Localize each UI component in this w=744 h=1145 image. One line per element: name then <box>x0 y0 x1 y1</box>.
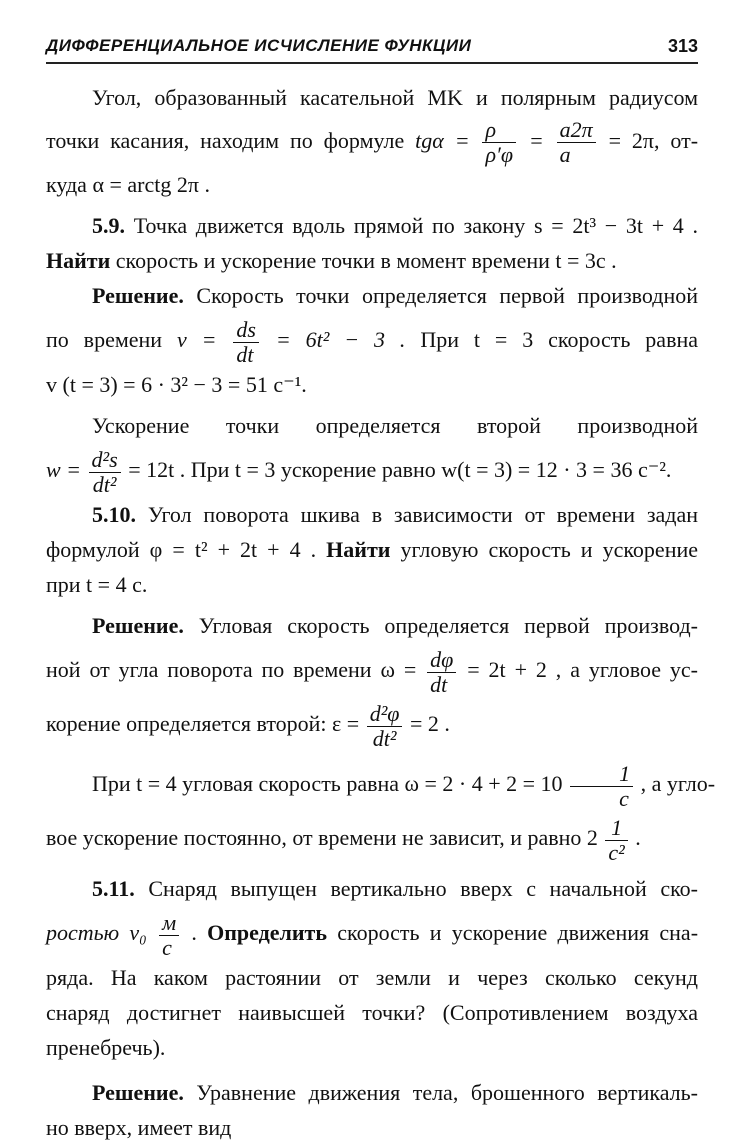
problem-number: 5.9. <box>92 213 125 239</box>
problem-line: 5.10. Угол поворота шкива в зависимости от времени задан <box>92 502 698 528</box>
formula-line: w = $\frac{\text{d²s}}{\text{dt²}}$ = 12t . При t = 3 ускорение равно w(t = 3) = 12 · 3 = 36 с⁻². <box>46 446 672 497</box>
formula-line: ростью v₀ $\frac{м}{c}$ . Определить скорость и ускорение движения сна- <box>46 909 699 960</box>
fraction: $\frac{\rho}{\rho'\varphi}$ <box>482 118 516 167</box>
problem-line: 5.9. Точка движется вдоль прямой по закону s = 2t³ − 3t + 4 . <box>92 213 699 239</box>
solution-line: Решение. Угловая скорость определяется первой производ- <box>92 613 698 639</box>
fraction: $\frac{d\varphi}{dt}$ <box>427 648 456 697</box>
solution-line: Решение. Уравнение движения тела, брошенного вертикаль- <box>92 1080 699 1106</box>
fraction: $\frac{м}{c}$ <box>159 911 179 960</box>
paragraph-line: Ускорение точки определяется второй производной <box>92 413 698 439</box>
paragraph-line: куда α = arctg 2π . <box>46 172 210 198</box>
formula-line: ной от угла поворота по времени ω = $\frac{d\varphi}{dt}$ = 2t + 2 , а угловое ус- <box>46 646 699 697</box>
problem-number: 5.10. <box>92 502 136 528</box>
problem-line: 5.11. Снаряд выпущен вертикально вверх с начальной ско- <box>92 876 699 902</box>
formula-line: по времени v = $\frac{ds}{dt}$ = 6t² − 3 . При t = 3 скорость равна <box>46 316 699 367</box>
fraction: $\frac{ds}{dt}$ <box>233 318 259 367</box>
fraction: $\frac{a2\pi}{a}$ <box>557 118 596 167</box>
problem-number: 5.11. <box>92 876 135 902</box>
problem-line: при t = 4 с. <box>46 572 148 598</box>
formula-line: корение определяется второй: ε = $\frac{\text{d²φ}}{\text{dt²}}$ = 2 . <box>46 700 450 751</box>
fraction: $\frac{1}{\text{c²}}$ <box>605 816 627 865</box>
problem-line: снаряд достигнет наивысшей точки? (Сопротивлением воздуха <box>46 1000 698 1026</box>
fraction: $\frac{\text{d²s}}{\text{dt²}}$ <box>89 448 121 497</box>
running-title: ДИФФЕРЕНЦИАЛЬНОЕ ИСЧИСЛЕНИЕ ФУНКЦИИ <box>46 36 472 55</box>
problem-line: пренебречь). <box>46 1035 166 1061</box>
formula-line: вое ускорение постоянно, от времени не зависит, и равно 2 $\frac{1}{\text{c²}}$ . <box>46 814 641 865</box>
page-header <box>46 32 698 64</box>
problem-line: формулой φ = t² + 2t + 4 . Найти угловую скорость и ускорение <box>46 537 698 563</box>
formula-line: При t = 4 угловая скорость равна ω = 2 · 4 + 2 = 10 $\frac{1}{c}$ , а угло- <box>92 760 716 811</box>
fraction: $\frac{\text{d²φ}}{\text{dt²}}$ <box>367 702 403 751</box>
problem-line: ряда. На каком растоянии от земли и через сколько секунд <box>46 965 698 991</box>
formula-line: точки касания, находим по формуле tgα = $\frac{\rho}{\rho'\varphi}$ = $\frac{a2\pi}{a}$ = 2π, от- <box>46 117 699 168</box>
page-number: 313 <box>667 36 698 56</box>
solution-line: Решение. Скорость точки определяется первой производной <box>92 283 699 309</box>
paragraph-line: но вверх, имеет вид <box>46 1115 232 1141</box>
body-text <box>46 80 716 1145</box>
paragraph-line: v (t = 3) = 6 · 3² − 3 = 51 с⁻¹. <box>46 372 307 398</box>
paragraph-line: Угол, образованный касательной MK и полярным радиусом <box>92 85 698 110</box>
fraction: $\frac{1}{c}$ <box>570 762 633 811</box>
problem-line: Найти скорость и ускорение точки в момент времени t = 3c . <box>46 248 617 274</box>
